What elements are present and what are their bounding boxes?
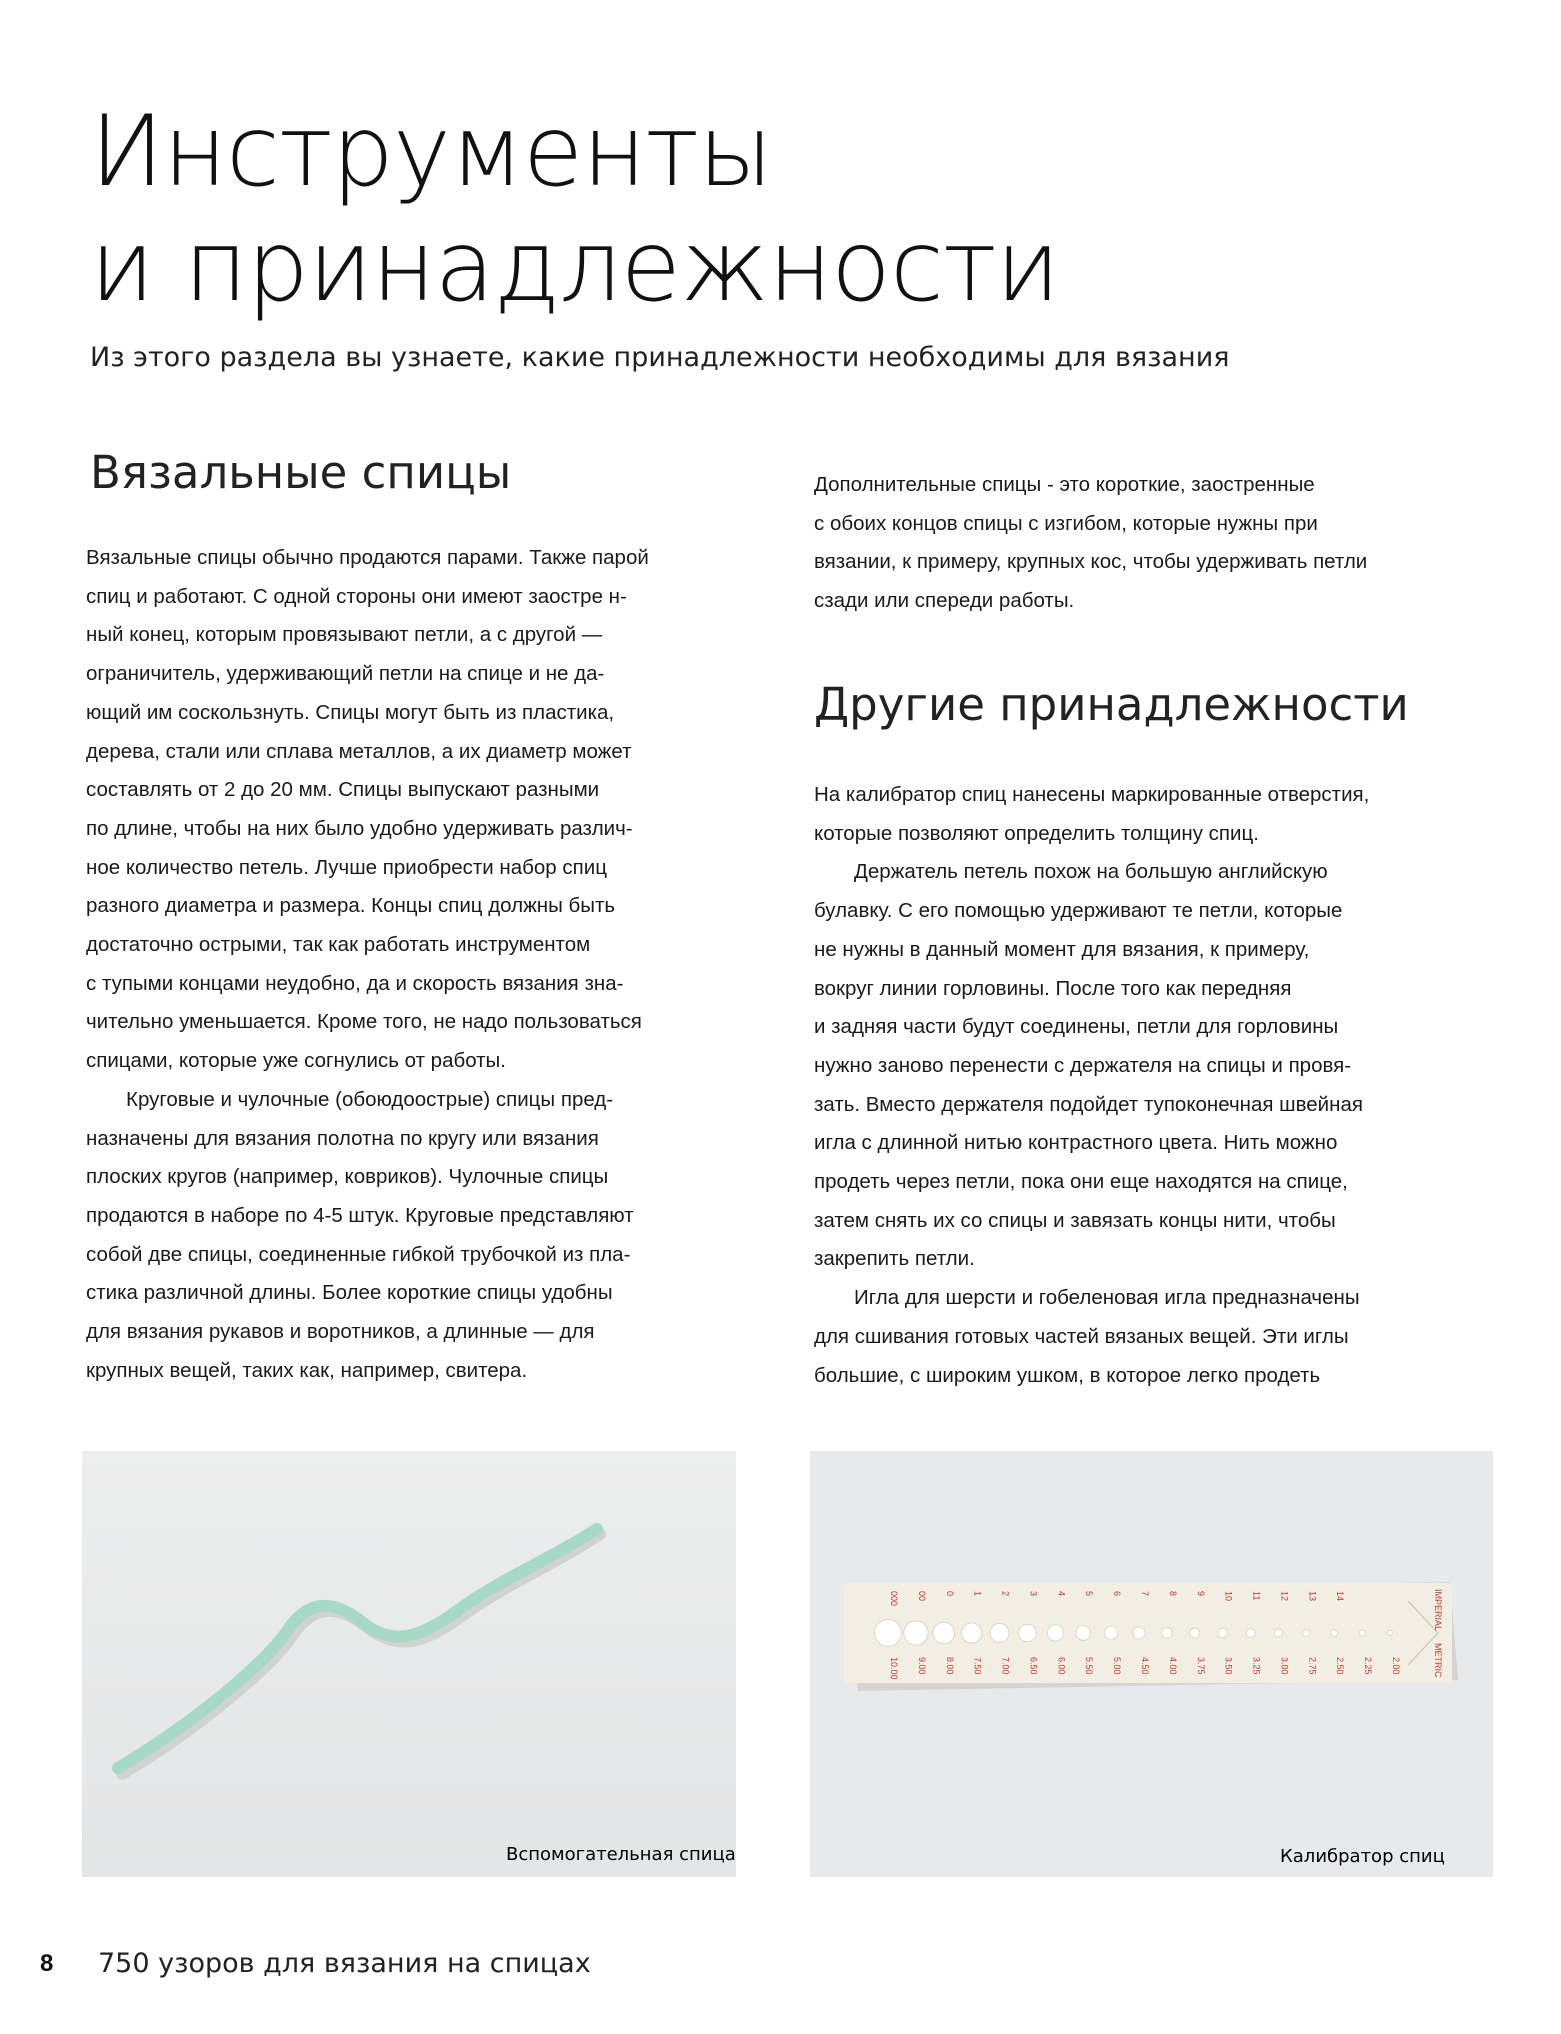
gauge-hole: [1161, 1628, 1172, 1639]
gauge-mm-label: 5.50: [1084, 1657, 1095, 1675]
text-line: ное количество петель. Лучше приобрести набор спиц: [86, 855, 607, 879]
text-line: ограничитель, удерживающий петли на спице и не да-: [86, 662, 605, 686]
gauge-hole: [1246, 1629, 1255, 1638]
gauge-mm-label: 7.00: [1000, 1657, 1011, 1675]
gauge-hole: [904, 1621, 928, 1645]
gauge-mm-label: 5.00: [1112, 1657, 1123, 1675]
text-line: и задняя части будут соединены, петли для горловины: [814, 1015, 1339, 1039]
gauge-hole: [1303, 1629, 1310, 1636]
title-line-1: Инструменты: [90, 95, 772, 209]
text-line: которые позволяют определить толщину спиц.: [814, 821, 1259, 845]
gauge-us-label: 00: [916, 1591, 927, 1602]
gauge-mm-label: 2.25: [1363, 1657, 1374, 1675]
gauge-mm-label: 6.50: [1028, 1657, 1039, 1675]
gauge-mm-label: 2.75: [1307, 1657, 1318, 1675]
gauge-hole: [875, 1620, 902, 1647]
gauge-hole: [1104, 1626, 1118, 1640]
text-line: собой две спицы, соединенные гибкой трубочкой из пла-: [86, 1242, 631, 1266]
gauge-hole: [1331, 1630, 1338, 1637]
title-line-2: и принадлежности: [90, 210, 1060, 324]
gauge-hole: [1133, 1627, 1145, 1639]
gauge-imperial-label: IMPERIAL: [1433, 1589, 1443, 1632]
text-line: игла с длинной нитью контрастного цвета. Нить можно: [814, 1131, 1338, 1155]
gauge-mm-label: 3.75: [1195, 1657, 1206, 1675]
text-line: назначены для вязания полотна по кругу или вязания: [86, 1126, 599, 1150]
gauge-mm-label: 7.50: [972, 1657, 983, 1675]
gauge-mm-label: 2.00: [1391, 1657, 1401, 1675]
text-line: плоских кругов (например, ковриков). Чулочные спицы: [86, 1165, 609, 1189]
text-line: большие, с широким ушком, в которое легко продеть: [814, 1363, 1321, 1387]
text-line: по длине, чтобы на них было удобно удерживать различ-: [86, 816, 633, 840]
text-line: стика различной длины. Более короткие спицы удобны: [86, 1281, 613, 1305]
gauge-us-label: 2: [1000, 1591, 1011, 1597]
text-line: чительно уменьшается. Кроме того, не надо пользоваться: [86, 1010, 642, 1034]
text-line: для сшивания готовых частей вязаных вещей. Эти иглы: [814, 1324, 1349, 1348]
gauge-hole: [1190, 1628, 1200, 1638]
text-line: для вязания рукавов и воротников, а длинные — для: [86, 1320, 595, 1344]
gauge-us-label: 6: [1112, 1591, 1123, 1597]
text-line: не нужны в данный момент для вязания, к примеру,: [814, 937, 1310, 961]
text-line: с обоих концов спицы с изгибом, которые нужны при: [814, 511, 1318, 535]
gauge-us-label: 4: [1056, 1591, 1067, 1597]
text-line: достаточно острыми, так как работать инструментом: [86, 933, 591, 957]
text-line: продаются в наборе по 4-5 штук. Круговые представляют: [86, 1203, 634, 1227]
gauge-hole: [1274, 1629, 1282, 1637]
gauge-mm-label: 3.00: [1279, 1657, 1290, 1675]
right-heading: Другие принадлежности: [814, 678, 1409, 731]
text-line: На калибратор спиц нанесены маркированные отверстия,: [814, 783, 1370, 806]
text-line: составлять от 2 до 20 мм. Спицы выпускают разными: [86, 778, 600, 802]
gauge-mm-label: 9.00: [916, 1657, 927, 1675]
text-line: сзади или спереди работы.: [814, 589, 1075, 613]
gauge-photo: [810, 1451, 1493, 1877]
text-line: дерева, стали или сплава металлов, а их диаметр может: [86, 739, 632, 763]
left-body: [86, 539, 726, 1390]
text-line: вокруг линии горловины. После того как передняя: [814, 976, 1292, 1000]
text-line: ющий им соскользнуть. Спицы могут быть из пластика,: [86, 700, 615, 724]
gauge-us-label: 7: [1140, 1591, 1150, 1597]
gauge-us-label: 13: [1307, 1591, 1318, 1602]
gauge-us-label: 3: [1028, 1591, 1039, 1597]
text-line: с тупыми концами неудобно, да и скорость вязания зна-: [86, 971, 624, 995]
text-line: вязании, к примеру, крупных кос, чтобы удерживать петли: [814, 550, 1368, 574]
cable-needle-caption: Вспомогательная спица: [506, 1844, 736, 1865]
right-intro: [814, 466, 1454, 621]
gauge-hole: [1387, 1630, 1392, 1635]
text-line: зать. Вместо держателя подойдет тупоконечная швейная: [814, 1092, 1363, 1116]
gauge-hole: [1047, 1625, 1063, 1641]
text-line: ный конец, которым провязывают петли, а с другой —: [86, 623, 603, 647]
gauge-us-label: 000: [889, 1591, 899, 1607]
gauge-mm-label: 3.50: [1223, 1657, 1234, 1675]
gauge-mm-label: 4.00: [1167, 1657, 1178, 1675]
text-line: Держатель петель похож на большую английскую: [854, 860, 1328, 884]
text-line: продеть через петли, пока они еще находятся на спице,: [814, 1170, 1348, 1194]
gauge-hole: [1359, 1630, 1365, 1636]
gauge-us-label: 1: [972, 1591, 983, 1597]
text-line: затем снять их со спицы и завязать концы нити, чтобы: [814, 1208, 1336, 1232]
text-line: Дополнительные спицы - это короткие, заостренные: [814, 473, 1315, 496]
gauge-us-label: 12: [1279, 1591, 1290, 1602]
gauge-mm-label: 3.25: [1251, 1657, 1262, 1675]
book-title: 750 узоров для вязания на спицах: [98, 1948, 591, 1979]
text-line: булавку. С его помощью удерживают те петли, которые: [814, 899, 1343, 923]
gauge-hole: [1218, 1628, 1227, 1637]
gauge-mm-label: 8.00: [944, 1657, 955, 1675]
text-line: Круговые и чулочные (обоюдоострые) спицы пред-: [126, 1087, 614, 1111]
gauge-hole: [990, 1624, 1009, 1643]
text-line: закрепить петли.: [814, 1247, 975, 1271]
gauge-metric-label: METRIC: [1433, 1643, 1443, 1678]
gauge-hole: [962, 1623, 982, 1643]
left-heading: Вязальные спицы: [90, 446, 512, 499]
text-line: Игла для шерсти и гобеленовая игла предназначены: [854, 1286, 1360, 1310]
gauge-mm-label: 6.00: [1056, 1657, 1067, 1675]
gauge-us-label: 9: [1195, 1591, 1206, 1597]
gauge-us-label: 11: [1251, 1591, 1262, 1601]
cable-needle-image: [82, 1451, 736, 1877]
text-line: спицами, которые уже согнулись от работы.: [86, 1049, 506, 1073]
gauge-us-label: 0: [944, 1591, 955, 1597]
right-body: [814, 776, 1454, 1395]
gauge-us-label: 8: [1167, 1591, 1178, 1597]
gauge-hole: [933, 1622, 955, 1644]
text-line: спиц и работают. С одной стороны они имеют заостре н-: [86, 584, 627, 608]
gauge-mm-label: 10.00: [889, 1657, 899, 1680]
gauge-hole: [1076, 1626, 1091, 1641]
text-line: крупных вещей, таких как, например, свитера.: [86, 1358, 528, 1382]
gauge-caption: Калибратор спиц: [1280, 1846, 1445, 1867]
gauge-us-label: 5: [1084, 1591, 1095, 1597]
text-line: разного диаметра и размера. Концы спиц должны быть: [86, 894, 616, 918]
needle-gauge-image: [810, 1451, 1493, 1877]
gauge-hole: [1019, 1624, 1037, 1642]
gauge-us-label: 14: [1335, 1591, 1346, 1602]
gauge-mm-label: 4.50: [1140, 1657, 1150, 1675]
gauge-us-label: 10: [1223, 1591, 1234, 1602]
text-line: нужно заново перенести с держателя на спицы и провя-: [814, 1053, 1352, 1077]
cable-needle-photo: [82, 1451, 736, 1877]
text-line: Вязальные спицы обычно продаются парами. Также парой: [86, 546, 649, 569]
page-number: 8: [40, 1950, 54, 1977]
page-subtitle: Из этого раздела вы узнаете, какие принадлежности необходимы для вязания: [90, 342, 1230, 373]
page-title: [90, 95, 1290, 325]
gauge-mm-label: 2.50: [1335, 1657, 1346, 1675]
